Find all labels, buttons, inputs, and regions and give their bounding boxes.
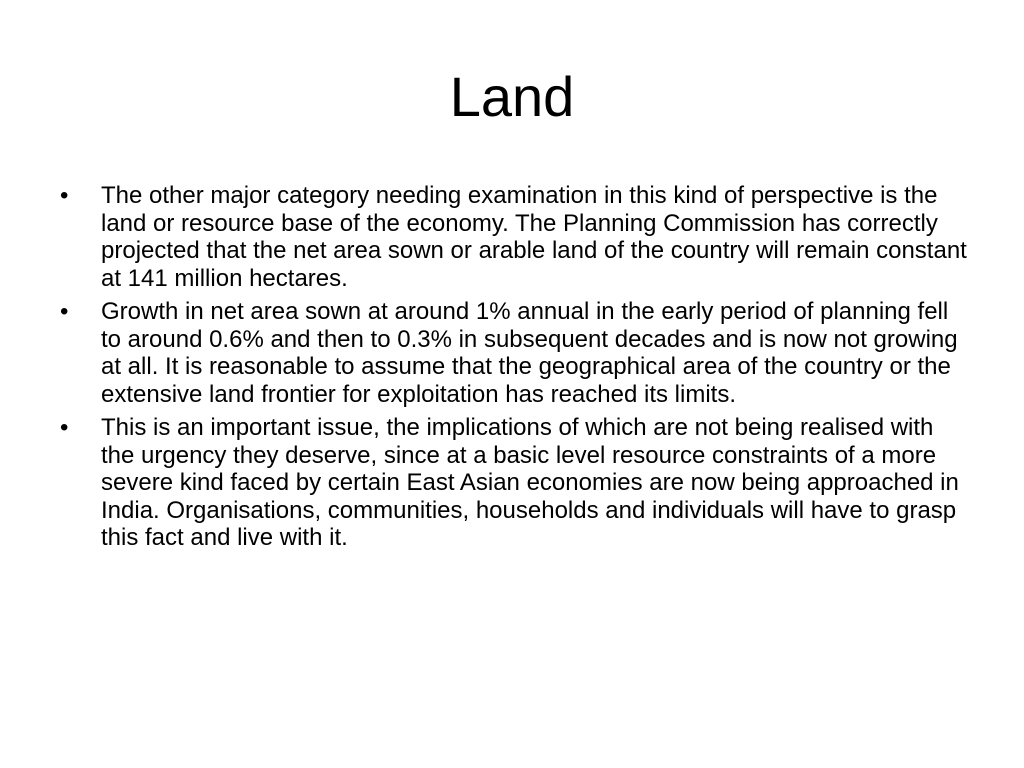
bullet-item: [60, 182, 970, 292]
slide-title: Land: [449, 65, 575, 128]
bullet-text: This is an important issue, the implications of which are not being realised with the urgency they deserve, since at a basic level resource constraints of a more severe kind faced by certain East Asian economies are now being approached in India. Organisations, communities, households and individuals will have to grasp this fact and live with it.: [101, 414, 959, 551]
bullet-marker: •: [60, 298, 69, 325]
bullet-marker: •: [60, 182, 69, 209]
bullet-item: [60, 414, 970, 552]
bullet-marker: •: [60, 414, 69, 441]
bullet-item: [60, 298, 970, 408]
bullet-text: The other major category needing examination in this kind of perspective is the land or resource base of the economy. The Planning Commission has correctly projected that the net area sown or arable land of the country will remain constant at 141 million hectares.: [101, 182, 967, 292]
bullet-text: Growth in net area sown at around 1% annual in the early period of planning fell to around 0.6% and then to 0.3% in subsequent decades and is now not growing at all. It is reasonable to assume that the geographical area of the country or the extensive land frontier for exploitation has reached its limits.: [101, 298, 958, 408]
bullet-list: [60, 182, 970, 558]
